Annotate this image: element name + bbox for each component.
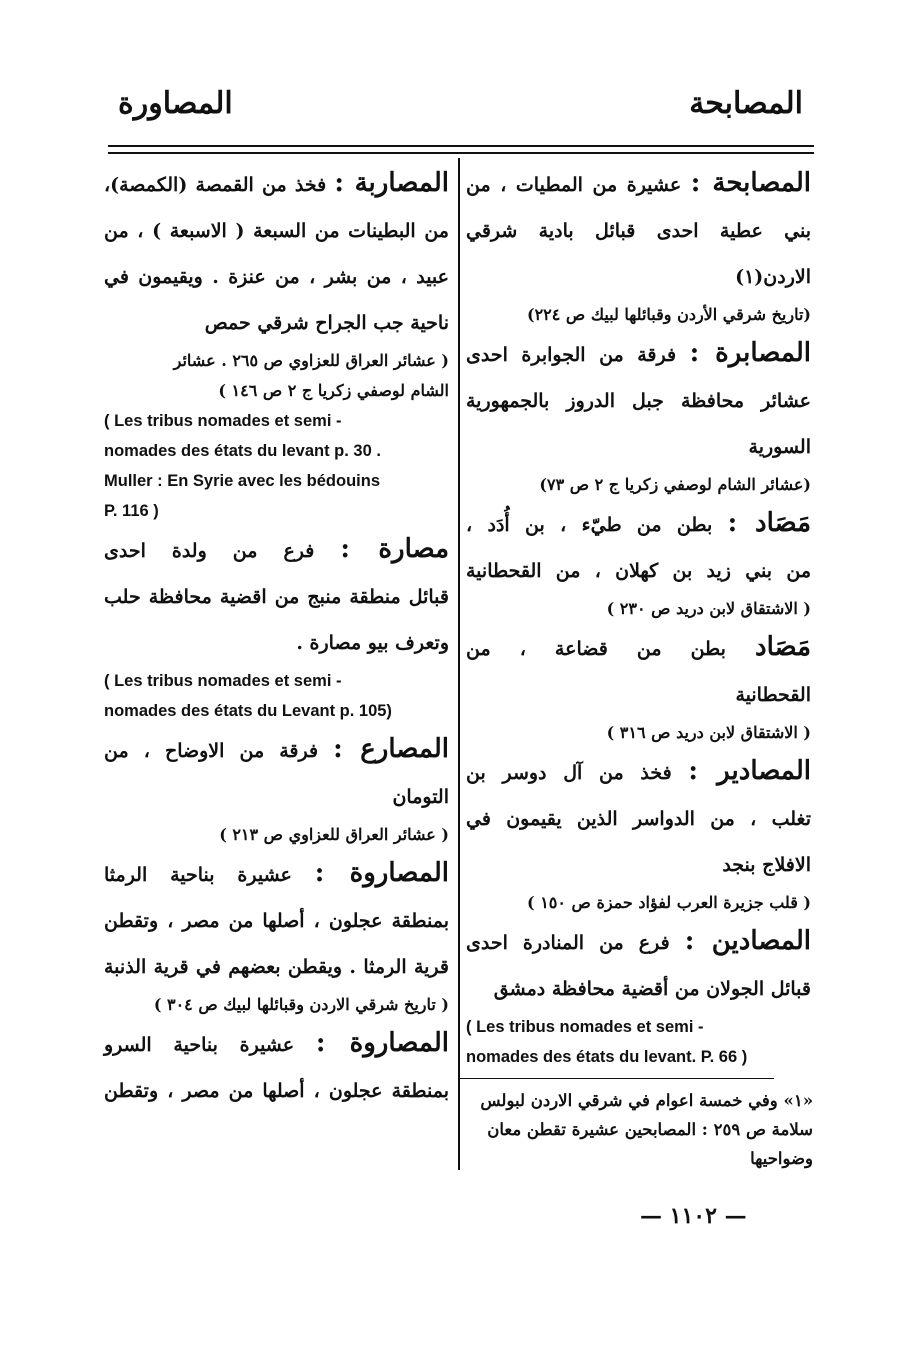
column-divider: [458, 158, 460, 1170]
entry-text: قبائل الجولان من أقضية محافظة دمشق: [493, 978, 811, 1000]
entry-text-line: [104, 620, 449, 666]
source-citation-line: ( الاشتقاق لابن دريد ص ٣١٦ ): [606, 723, 811, 742]
entry-text-line: [104, 898, 449, 944]
entry-text: عشائر محافظة جبل الدروز بالجمهورية السورية: [466, 390, 811, 458]
entry-first-line: [466, 500, 811, 548]
entry-text: فرقة من الاوضاح ، من: [104, 740, 334, 762]
entry-text-line: [466, 796, 811, 842]
entry-text-line: [104, 208, 449, 254]
footnote-line: سلامة ص ٢٥٩ : المصابحين عشيرة تقطن معان: [487, 1120, 813, 1139]
source-citation-line: ( الاشتقاق لابن دريد ص ٢٣٠ ): [606, 599, 811, 618]
source-citation-line: الشام لوصفي زكريا ج ٢ ص ١٤٦ ): [218, 381, 449, 400]
entry-text: من البطينات من السبعة ( الاسبعة ) ، من: [104, 220, 449, 242]
entry-text-line: [466, 548, 811, 594]
french-reference-line: nomades des états du Levant p. 105): [104, 702, 392, 720]
entry-text-line: [104, 254, 449, 300]
entry-headword: المصابحة :: [690, 168, 811, 198]
entry-text: فخذ من القمصة (الكمصة)،: [104, 174, 335, 196]
french-reference-line: nomades des états du levant p. 30 .: [104, 442, 381, 460]
entry-headword: المصادير :: [688, 756, 811, 786]
french-reference-line: ( Les tribus nomades et semi -: [104, 672, 342, 690]
footnote: [468, 1086, 813, 1173]
source-citation-line: (تاريخ شرقي الأردن وقبائلها لبيك ص ٢٢٤): [526, 305, 811, 324]
entry-text: بمنطقة عجلون ، أصلها من مصر ، وتقطن: [104, 1080, 449, 1102]
entry-text-line: [104, 574, 449, 620]
entry-text-line: [104, 774, 449, 820]
entry-text: فرع من المنادرة احدى: [466, 932, 685, 954]
entry-first-line: [104, 526, 449, 574]
entry-text: ناحية جب الجراح شرقي حمص: [204, 312, 449, 334]
source-citation-line: ( تاريخ شرقي الاردن وقبائلها لبيك ص ٣٠٤ ): [153, 995, 449, 1014]
footnote-line: «١» وفي خمسة اعوام في شرقي الاردن لبولس: [480, 1091, 813, 1110]
running-header-right: المصابحة: [689, 86, 803, 121]
entry-text: عشيرة بناحية السرو: [104, 1034, 316, 1056]
entry-headword: المصارع :: [333, 734, 449, 764]
entry-text-line: [466, 378, 811, 470]
header-rule-top: [108, 145, 814, 147]
entry-text: عبيد ، من بشر ، من عنزة . ويقيمون في: [104, 266, 449, 288]
entry-headword: مصارة :: [340, 534, 449, 564]
entry-text: قبائل منطقة منبج من اقضية محافظة حلب: [104, 586, 449, 608]
entry-text: التومان: [392, 786, 449, 808]
footnote-line: وضواحيها: [750, 1149, 813, 1168]
entry-headword: المصادين :: [684, 926, 811, 956]
source-citation-line: ( عشائر العراق للعزاوي ص ٢٦٥ . عشائر: [173, 351, 449, 370]
entry-first-line: [104, 1020, 449, 1068]
entry-first-line: [104, 160, 449, 208]
entry-text-line: [104, 300, 449, 346]
entry-text: عشيرة من المطيات ، من: [466, 174, 691, 196]
entry-text: من بني زيد بن كهلان ، من القحطانية: [466, 560, 811, 582]
entry-headword: مَصَاد: [755, 632, 811, 662]
entry-headword: المصاروة :: [315, 1028, 449, 1058]
entry-text-line: [466, 208, 811, 300]
entry-text: فرع من ولدة احدى: [104, 540, 341, 562]
entry-text-line: [104, 1068, 449, 1114]
french-reference-line: nomades des états du levant. P. 66 ): [466, 1048, 748, 1066]
entry-text: فرقة من الجوابرة احدى: [466, 344, 690, 366]
entry-first-line: [104, 726, 449, 774]
entry-first-line: [466, 624, 811, 672]
entry-headword: المصاروة :: [314, 858, 449, 888]
french-reference-line: ( Les tribus nomades et semi -: [104, 412, 342, 430]
entry-text: بني عطية احدى قبائل بادية شرقي الاردن(١): [466, 220, 811, 288]
footnote-rule: [458, 1078, 774, 1079]
entry-text-line: [104, 944, 449, 990]
entry-text-line: [466, 672, 811, 718]
entry-first-line: [466, 330, 811, 378]
entry-first-line: [104, 850, 449, 898]
entry-headword: المصاربة :: [334, 168, 449, 198]
entry-text: فخذ من آل دوسر بن: [466, 762, 689, 784]
entry-text-line: [466, 966, 811, 1012]
source-citation-line: (عشائر الشام لوصفي زكريا ج ٢ ص ٧٣): [539, 475, 811, 494]
french-reference-line: ( Les tribus nomades et semi -: [466, 1018, 704, 1036]
entry-first-line: [466, 918, 811, 966]
entry-first-line: [466, 160, 811, 208]
entry-text: عشيرة بناحية الرمثا: [104, 864, 315, 886]
left-column: [104, 160, 449, 1114]
french-reference-line: P. 116 ): [104, 502, 159, 520]
french-reference-line: Muller : En Syrie avec les bédouins: [104, 472, 381, 490]
header-rule-bottom: [108, 152, 814, 154]
entry-first-line: [466, 748, 811, 796]
running-header-left: المصاورة: [118, 86, 233, 121]
entry-text: القحطانية: [735, 684, 811, 706]
entry-text: وتعرف بيو مصارة .: [296, 632, 449, 654]
source-citation-line: ( عشائر العراق للعزاوي ص ٢١٣ ): [219, 825, 449, 844]
entry-text: قرية الرمثا . ويقطن بعضهم في قرية الذنبة: [104, 956, 449, 978]
source-citation-line: ( قلب جزيرة العرب لفؤاد حمزة ص ١٥٠ ): [527, 893, 811, 912]
entry-text: بطن من قضاعة ، من: [466, 638, 756, 660]
entry-headword: المصابرة :: [689, 338, 811, 368]
page-number: — ١١٠٢ —: [640, 1203, 747, 1229]
entry-headword: مَصَاد :: [727, 508, 812, 538]
entry-text: بطن من طيّء ، بن أُدَد ،: [466, 514, 728, 536]
entry-text: تغلب ، من الدواسر الذين يقيمون في: [466, 808, 811, 830]
right-column: [466, 160, 811, 1072]
entry-text-line: [466, 842, 811, 888]
entry-text: الافلاج بنجد: [722, 854, 811, 876]
entry-text: بمنطقة عجلون ، أصلها من مصر ، وتقطن: [104, 910, 449, 932]
